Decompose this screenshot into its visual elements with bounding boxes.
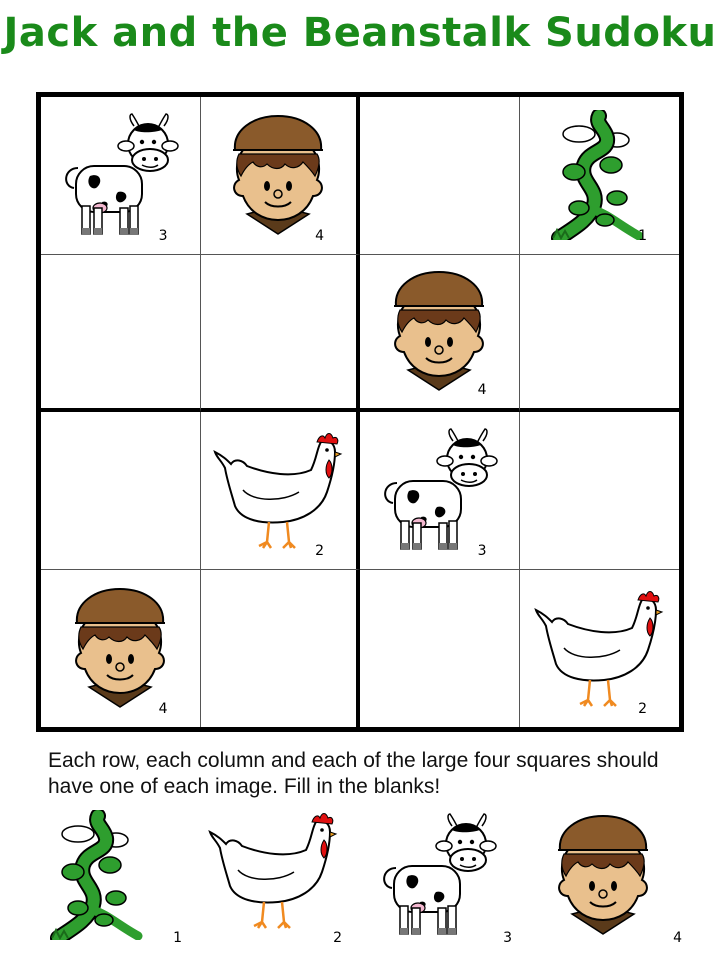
grid-cell-r3-c2 <box>201 412 361 570</box>
grid-cell-r2-c3 <box>360 255 520 413</box>
grid-cell-r3-c4[interactable] <box>520 412 680 570</box>
instructions-text: Each row, each column and each of the large four squares should have one of each image. Fill in the blanks! <box>48 749 659 798</box>
piece-number: 3 <box>477 542 487 559</box>
piece-number: 4 <box>315 227 324 244</box>
legend-item-3[interactable] <box>378 810 518 950</box>
piece-number: 1 <box>638 227 647 244</box>
legend-item-2[interactable] <box>208 810 348 950</box>
grid-cell-r4-c2[interactable] <box>201 570 361 728</box>
grid-cell-r3-c3 <box>360 412 520 570</box>
grid-cell-r1-c2 <box>201 97 361 255</box>
hen-icon <box>208 810 348 930</box>
grid-cell-r3-c1[interactable] <box>41 412 201 570</box>
cow-icon <box>378 810 518 940</box>
piece-number: 3 <box>158 227 168 244</box>
grid-cell-r4-c3[interactable] <box>360 570 520 728</box>
legend-item-4[interactable] <box>548 810 688 950</box>
piece-number: 2 <box>638 701 647 717</box>
jack-icon <box>548 810 688 940</box>
beanstalk-icon <box>48 810 188 940</box>
grid-cell-r4-c4 <box>520 570 680 728</box>
grid-cell-r1-c4 <box>520 97 680 255</box>
piece-number: 4 <box>158 701 168 717</box>
page-title: Jack and the Beanstalk Sudoku <box>3 10 717 56</box>
piece-legend <box>48 810 688 950</box>
hen-icon <box>534 588 664 708</box>
cow-icon <box>60 110 180 240</box>
legend-number: 4 <box>673 930 682 946</box>
legend-number: 1 <box>173 930 182 946</box>
piece-number: 2 <box>315 542 324 559</box>
jack-icon <box>384 266 494 396</box>
sudoku-grid <box>36 92 684 732</box>
grid-cell-r2-c4[interactable] <box>520 255 680 413</box>
grid-cell-r1-c1 <box>41 97 201 255</box>
jack-icon <box>65 583 175 713</box>
beanstalk-icon <box>549 110 649 240</box>
hen-icon <box>213 430 343 550</box>
cow-icon <box>379 425 499 555</box>
grid-cell-r2-c1[interactable] <box>41 255 201 413</box>
grid-cell-r2-c2[interactable] <box>201 255 361 413</box>
grid-cell-r1-c3[interactable] <box>360 97 520 255</box>
legend-number: 2 <box>333 930 342 946</box>
legend-item-1[interactable] <box>48 810 188 950</box>
jack-icon <box>223 110 333 240</box>
piece-number: 4 <box>477 382 487 398</box>
grid-cell-r4-c1 <box>41 570 201 728</box>
legend-number: 3 <box>503 930 512 946</box>
